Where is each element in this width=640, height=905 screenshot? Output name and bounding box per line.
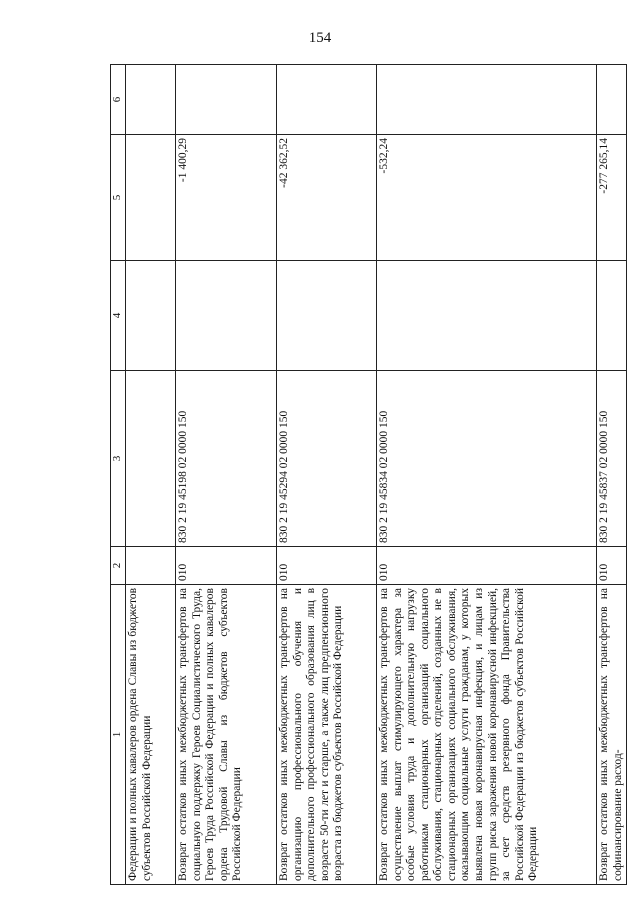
header-cell-6: 6 [111,65,126,135]
row-name: Возврат остатков иных межбюджетных трансфертов на социальную поддержку Героев Социалистического Труда, Героев Труда Российской Федерации и полных кавалеров ордена Трудовой Славы из бюджетов субъектов Российской Федерации [176,585,277,885]
table-row [126,65,176,885]
row-col5: -532,24 [377,135,597,261]
row-col6 [597,65,627,135]
row-col6 [176,65,277,135]
row-kbk: 830 2 19 45834 02 0000 150 [377,371,597,547]
row-kbk: 830 2 19 45294 02 0000 150 [277,371,377,547]
row-col5 [126,135,176,261]
table-row [176,65,277,885]
row-col5: -42 362,52 [277,135,377,261]
table-row [277,65,377,885]
header-cell-4: 4 [111,261,126,371]
rotated-table-container [110,65,624,885]
row-col4 [377,261,597,371]
table-header-row [111,65,126,885]
row-name: Возврат остатков иных межбюджетных трансфертов на софинансирование расход- [597,585,627,885]
row-code: 010 [597,547,627,585]
row-code: 010 [176,547,277,585]
row-code: 010 [377,547,597,585]
table-row [377,65,597,885]
row-kbk [126,371,176,547]
row-code: 010 [277,547,377,585]
budget-table [110,64,627,885]
row-kbk: 830 2 19 45837 02 0000 150 [597,371,627,547]
table-row [597,65,627,885]
row-col6 [377,65,597,135]
row-name: Федерации и полных кавалеров ордена Славы из бюджетов субъектов Российской Федерации [126,585,176,885]
row-col6 [126,65,176,135]
row-col4 [597,261,627,371]
row-code [126,547,176,585]
row-col4 [277,261,377,371]
row-col4 [176,261,277,371]
header-cell-3: 3 [111,371,126,547]
header-cell-5: 5 [111,135,126,261]
header-cell-1: 1 [111,585,126,885]
row-col5: -277 265,14 [597,135,627,261]
row-col5: -1 400,29 [176,135,277,261]
page-number: 154 [308,30,332,46]
row-kbk: 830 2 19 45198 02 0000 150 [176,371,277,547]
row-name: Возврат остатков иных межбюджетных трансфертов на осуществление выплат стимулирующего характера за особые условия труда и дополнительную нагрузку работникам стационарных организаций социального обслуживания, стационарных отделений, созданных не в стационарных организациях социального обслуживания, оказывающим социальные услуги гражданам, у которых выявлена новая коронавирусная инфекция, и лицам из групп риска заражения новой коронавирусной инфекцией, за счет средств резервного фонда Правительства Российской Федерации из бюджетов субъектов Российской Федерации [377,585,597,885]
rotated-table-area [110,65,624,885]
row-col4 [126,261,176,371]
header-cell-2: 2 [111,547,126,585]
row-col6 [277,65,377,135]
row-name: Возврат остатков иных межбюджетных трансфертов на организацию профессионального обучения и дополнительного профессионального образования лиц в возрасте 50-ти лет и старше, а также лиц предпенсионного возраста из бюджетов субъектов Российской Федерации [277,585,377,885]
